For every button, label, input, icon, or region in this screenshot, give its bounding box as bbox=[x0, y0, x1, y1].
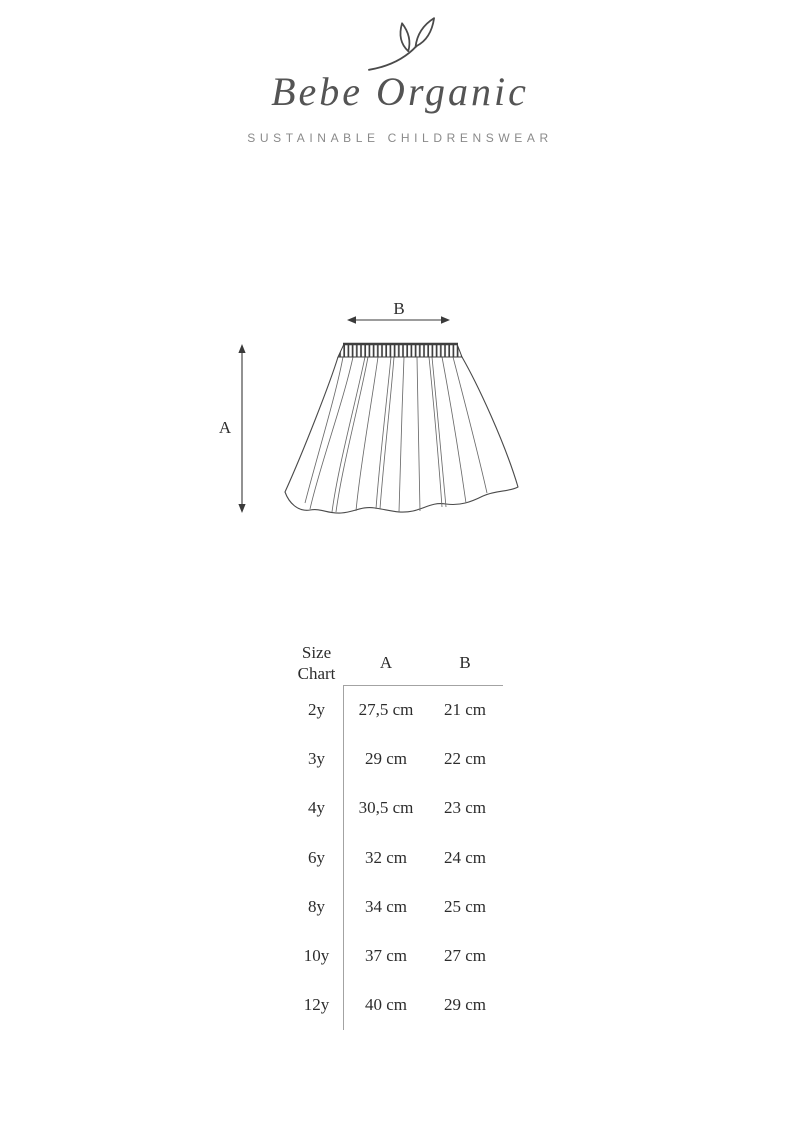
measurement-a: 40 cm bbox=[364, 995, 408, 1015]
size-label: 8y bbox=[308, 896, 325, 916]
measurement-b: 25 cm bbox=[443, 896, 487, 916]
brand-name: Bebe Organic bbox=[271, 69, 529, 114]
size-label: 4y bbox=[308, 798, 325, 818]
table-row bbox=[289, 784, 502, 833]
size-chart bbox=[289, 640, 502, 1030]
size-label: 12y bbox=[303, 995, 330, 1015]
measurement-a: 29 cm bbox=[364, 748, 408, 768]
measurement-a: 34 cm bbox=[364, 896, 408, 916]
measurement-a: 27,5 cm bbox=[358, 699, 414, 719]
measurement-b: 27 cm bbox=[443, 946, 487, 966]
measurement-b: 29 cm bbox=[443, 995, 487, 1015]
measurement-a: 37 cm bbox=[364, 946, 408, 966]
table-header-row bbox=[289, 640, 502, 685]
label-b: B bbox=[393, 299, 405, 318]
size-label: 6y bbox=[308, 847, 325, 867]
table-row bbox=[289, 833, 502, 882]
table-row bbox=[289, 981, 502, 1030]
table-row bbox=[289, 685, 502, 734]
measurement-b: 22 cm bbox=[443, 748, 487, 768]
skirt-drawing bbox=[285, 344, 518, 513]
brand-tagline: SUSTAINABLE CHILDRENSWEAR bbox=[247, 131, 553, 145]
table-divider-horizontal bbox=[343, 685, 503, 686]
table-row bbox=[289, 931, 502, 980]
size-label: 3y bbox=[308, 748, 325, 768]
measurement-b: 21 cm bbox=[443, 699, 487, 719]
table-row bbox=[289, 882, 502, 931]
measurement-a: 32 cm bbox=[364, 847, 408, 867]
measurement-b: 24 cm bbox=[443, 847, 487, 867]
size-chart-title: Size Chart bbox=[297, 642, 336, 683]
garment-diagram bbox=[210, 285, 540, 525]
table-row bbox=[289, 734, 502, 783]
size-label: 2y bbox=[308, 699, 325, 719]
table-divider-vertical bbox=[343, 685, 344, 1030]
measurement-a: 30,5 cm bbox=[358, 798, 414, 818]
length-arrow bbox=[238, 344, 245, 513]
size-label: 10y bbox=[303, 946, 330, 966]
leaf-sprig-icon bbox=[358, 14, 442, 76]
label-a: A bbox=[218, 418, 232, 437]
measurement-b: 23 cm bbox=[443, 798, 487, 818]
column-header-a: A bbox=[379, 652, 393, 672]
column-header-b: B bbox=[459, 652, 471, 672]
table-body bbox=[289, 685, 502, 1030]
